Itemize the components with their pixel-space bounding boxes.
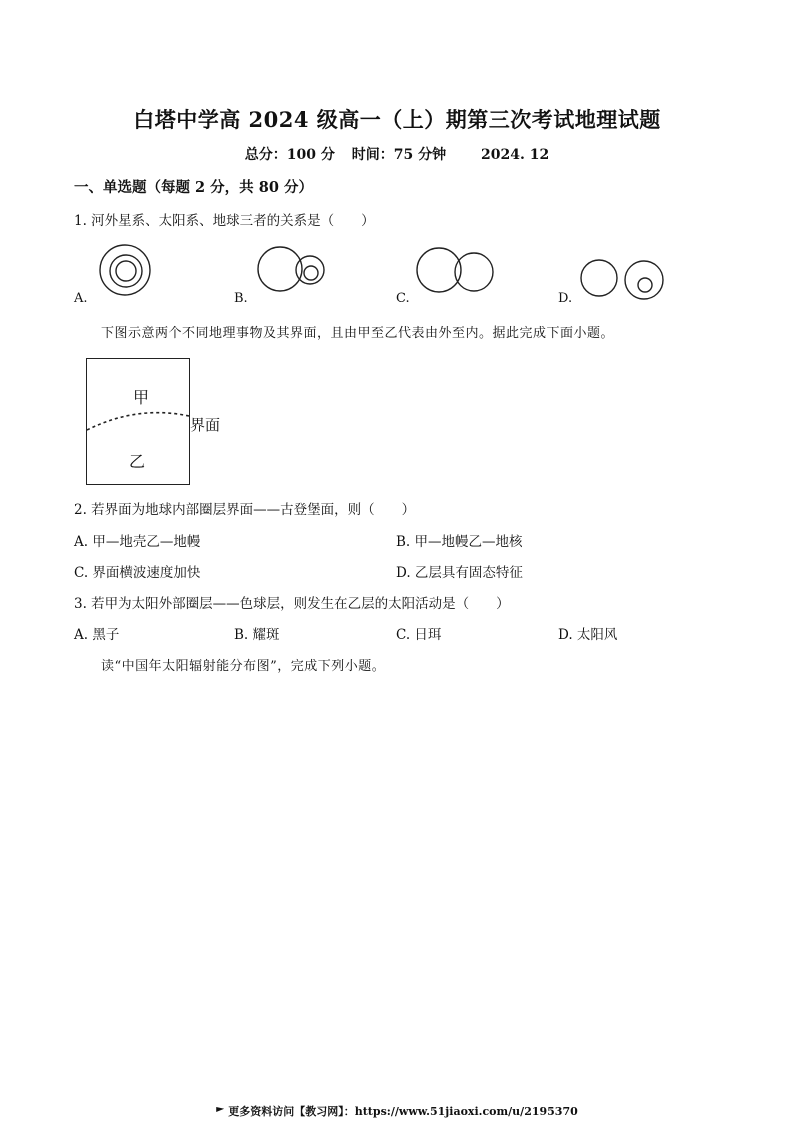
q3-option-b: B. 耀斑 xyxy=(234,627,280,643)
q1-option-d-label: D. xyxy=(558,291,573,306)
boundary-label: 界面 xyxy=(190,416,221,434)
layer-yi-label: 乙 xyxy=(129,452,146,471)
q3-option-a: A. 黑子 xyxy=(74,627,120,643)
q1-option-a-label: A. xyxy=(74,291,88,306)
question-3: 3. 若甲为太阳外部圈层——色球层，则发生在乙层的太阳活动是（ ） xyxy=(74,596,510,612)
q2-option-a: A. 甲—地壳乙—地幔 xyxy=(74,534,201,550)
q1-option-c-label: C. xyxy=(396,291,410,306)
intro-text-2: 读“中国年太阳辐射能分布图”，完成下列小题。 xyxy=(101,659,386,674)
section-heading: 一、单选题（每题 2 分，共 80 分） xyxy=(74,179,313,196)
exam-info xyxy=(0,144,794,164)
q2-option-b: B. 甲—地幔乙—地核 xyxy=(396,534,523,550)
layer-jia-label: 甲 xyxy=(133,388,150,407)
page-title: 白塔中学高 2024 级高一（上）期第三次考试地理试题 xyxy=(133,107,661,132)
q1-option-a-diagram xyxy=(97,244,155,296)
q2-option-c: C. 界面横波速度加快 xyxy=(74,565,201,581)
q3-option-c: C. 日珥 xyxy=(396,627,442,643)
boundary-figure xyxy=(86,358,190,485)
q1-option-b-diagram xyxy=(257,246,329,294)
question-1: 1. 河外星系、太阳系、地球三者的关系是（ ） xyxy=(74,213,375,229)
total-score: 总分：100 分 xyxy=(244,147,335,163)
intro-text-1: 下图示意两个不同地理事物及其界面，且由甲至乙代表由外至内。据此完成下面小题。 xyxy=(101,326,615,341)
question-2: 2. 若界面为地球内部圈层界面——古登堡面，则（ ） xyxy=(74,502,416,518)
q1-option-b-label: B. xyxy=(234,291,248,306)
exam-time: 时间：75 分钟 xyxy=(351,147,447,163)
footer xyxy=(0,1103,794,1119)
q1-option-c-diagram xyxy=(416,246,498,294)
q3-option-d: D. 太阳风 xyxy=(558,627,618,643)
q2-option-d: D. 乙层具有固态特征 xyxy=(396,565,523,581)
exam-date: 2024. 12 xyxy=(481,147,550,163)
footer-link[interactable]: 更多资料访问【教习网】：https://www.51jiaoxi.com/u/2195370 xyxy=(228,1105,578,1118)
q1-option-d-diagram xyxy=(580,258,666,300)
flag-icon xyxy=(216,1107,224,1116)
